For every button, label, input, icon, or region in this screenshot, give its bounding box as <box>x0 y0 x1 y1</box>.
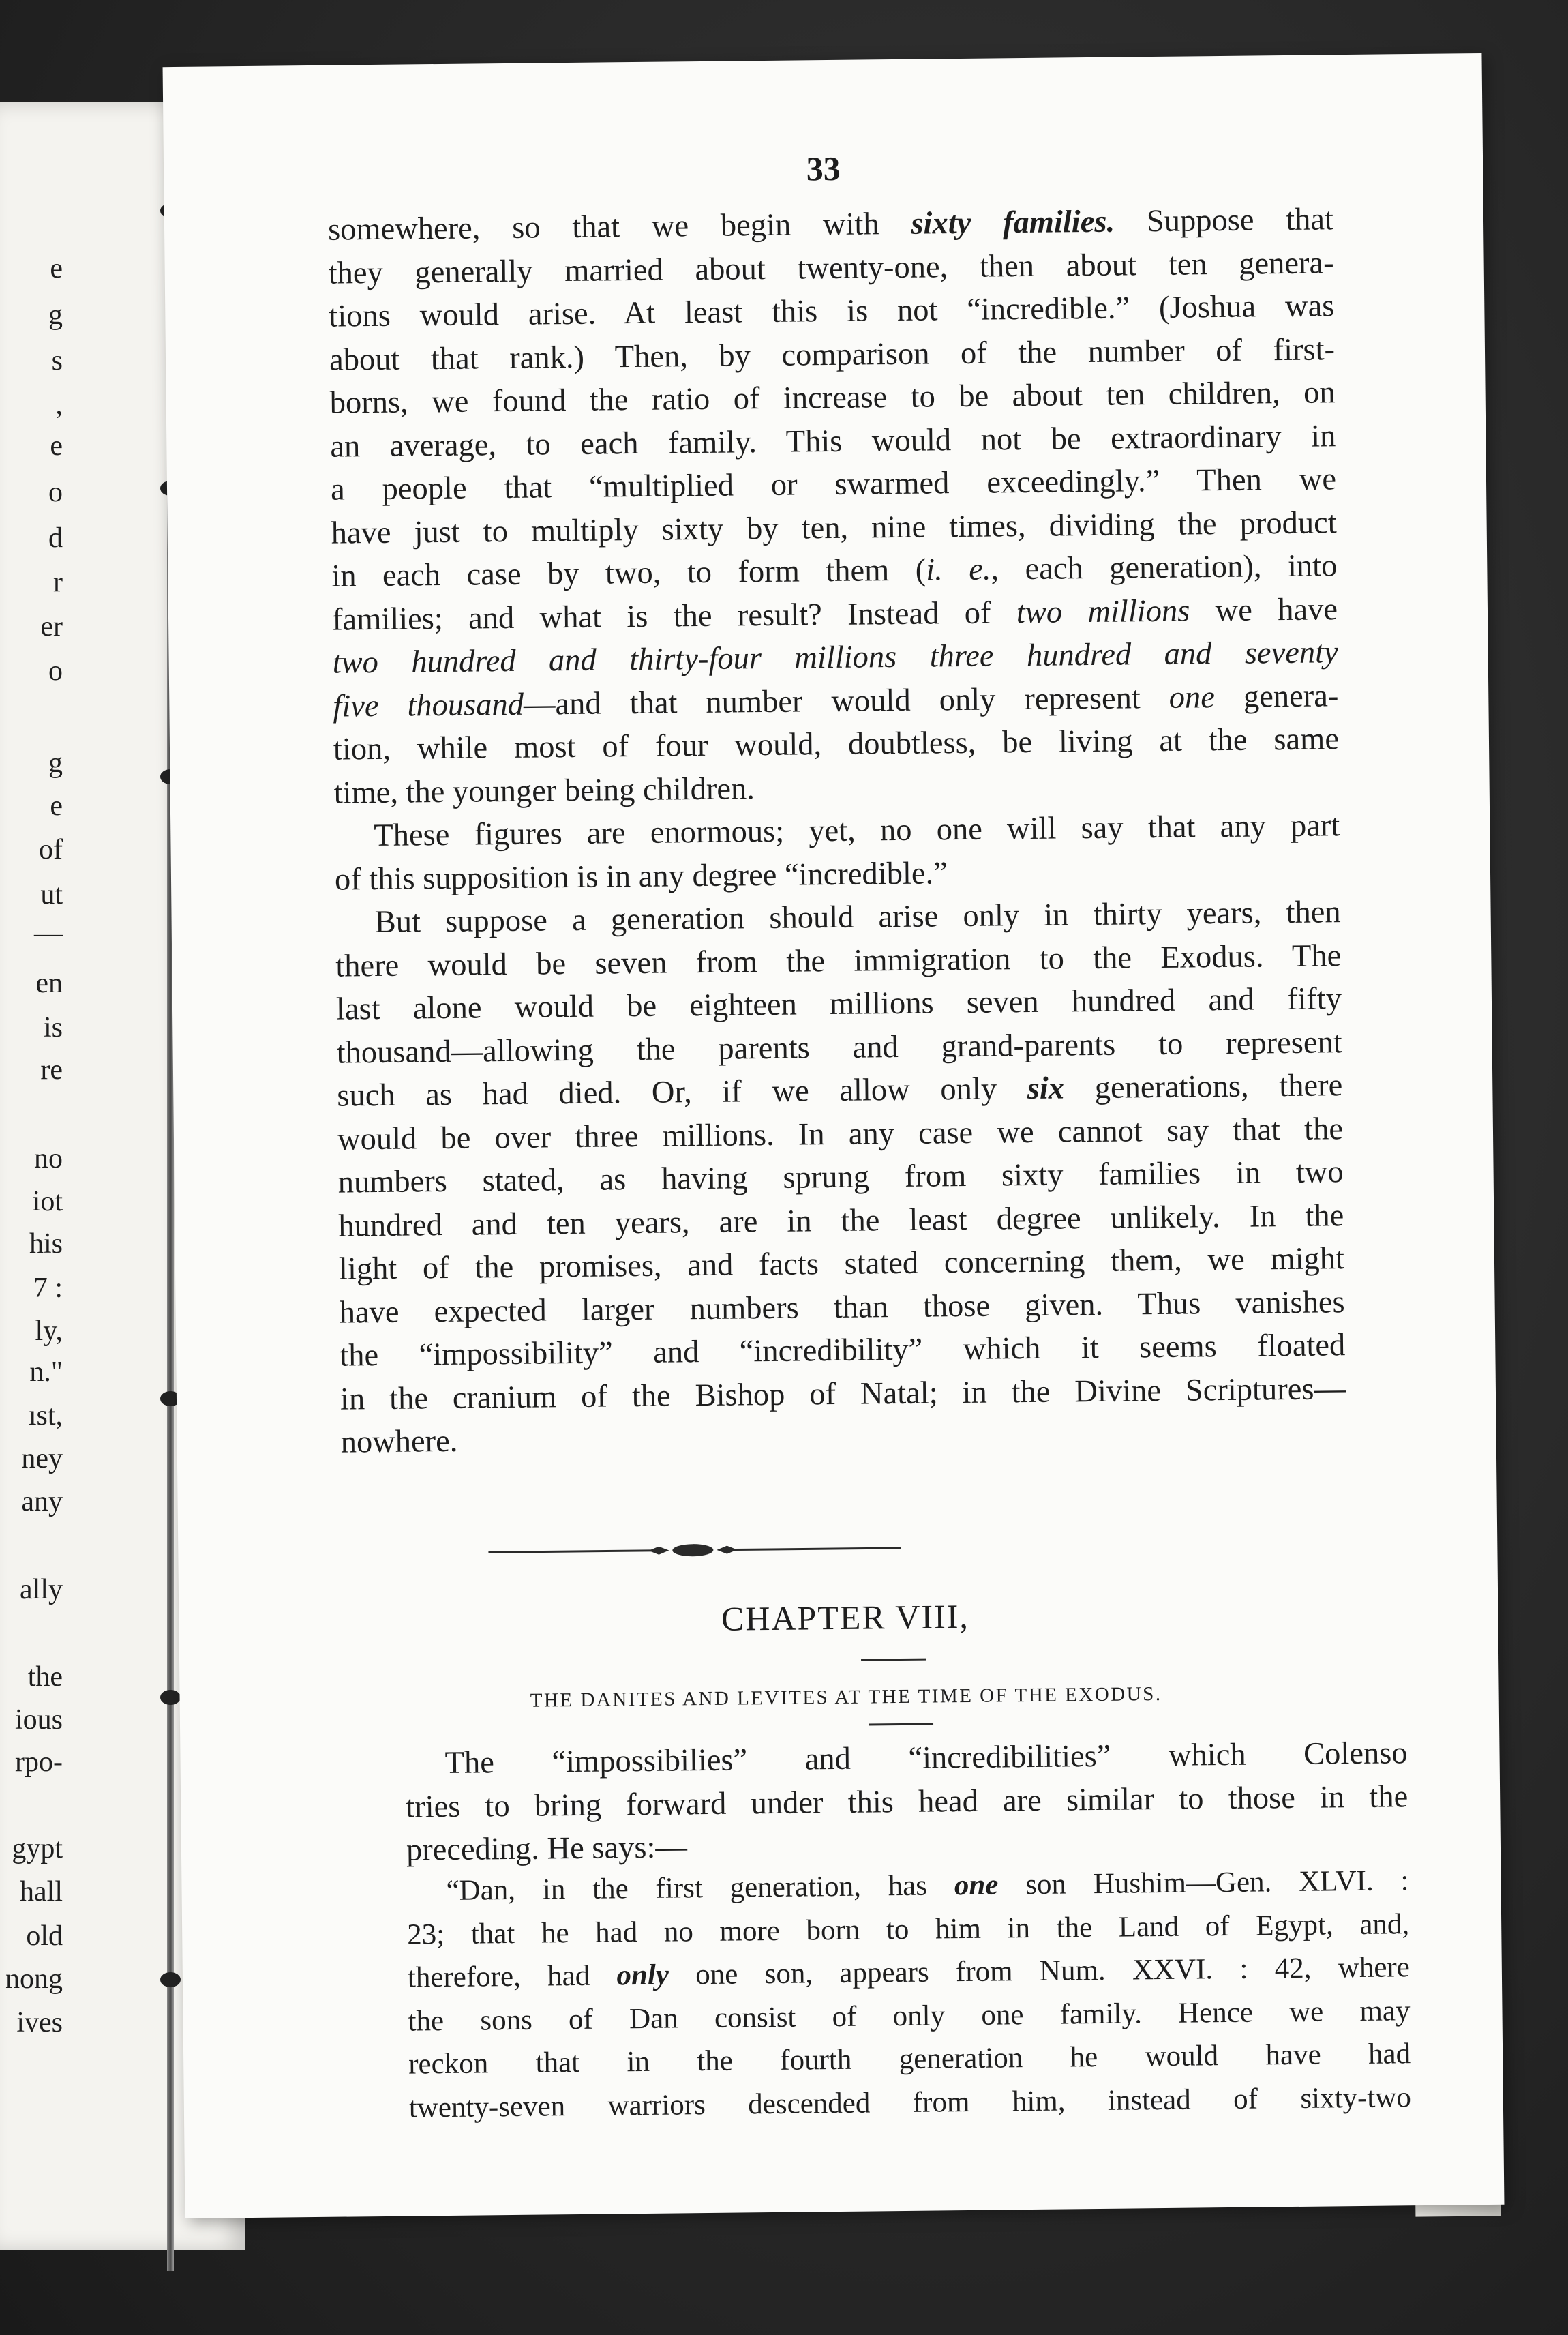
emphasized-text: i. e. <box>925 552 991 588</box>
left-page-fragment: any <box>21 1486 63 1517</box>
page-number: 33 <box>806 149 841 188</box>
text-segment: numbers stated, as having sprung from sixty families in two <box>337 1155 1344 1200</box>
left-page-fragment: ut <box>40 879 63 910</box>
main-body-text <box>328 198 1346 1464</box>
left-page-fragment: ious <box>14 1704 63 1736</box>
left-page-fragment: ney <box>21 1443 63 1474</box>
text-segment: an average, to each family. This would not be extraordinary in <box>330 418 1336 464</box>
text-segment: a people that “multiplied or swarmed exceedingly.” Then we <box>330 462 1337 507</box>
left-page-fragment: old <box>26 1920 63 1952</box>
text-segment: genera- <box>1214 678 1339 715</box>
text-segment: twenty-seven warriors descended from him, instead of sixty-two <box>408 2081 1412 2124</box>
left-page-fragment: o <box>48 477 63 508</box>
left-page-fragment: s <box>51 345 63 376</box>
left-page-fragment: ives <box>16 2007 63 2038</box>
text-segment: the sons of Dan consist of only one family. Hence we may <box>408 1994 1411 2038</box>
left-page-fragment: no <box>34 1143 63 1174</box>
chapter-subtitle: THE DANITES AND LEVITES AT THE TIME OF THE EXODUS. <box>530 1682 1162 1712</box>
chapter-title-rule <box>861 1659 926 1661</box>
emphasized-text: six <box>1027 1071 1065 1107</box>
right-page <box>163 53 1505 2218</box>
left-page-fragment: o <box>48 655 63 687</box>
left-page-fragment: 7 : <box>33 1273 63 1304</box>
text-segment: the “impossibility” and “incredibility” which it seems floated <box>340 1328 1346 1373</box>
left-page-fragment: en <box>35 968 63 999</box>
left-page-fragment: g <box>48 299 63 331</box>
left-page-fragment: g <box>48 747 63 779</box>
chapter-intro-text <box>405 1731 1408 1872</box>
text-segment: reckon that in the fourth generation he would have had <box>408 2038 1411 2081</box>
text-segment: about that rank.) Then, by comparison of the number of first- <box>329 331 1336 378</box>
text-segment: nowhere. <box>340 1423 458 1460</box>
text-segment: But suppose a generation should arise only in thirty years, then <box>374 895 1341 940</box>
left-page-fragment: his <box>29 1228 63 1260</box>
left-page-fragment: — <box>34 918 63 949</box>
left-page-fragment: rpo- <box>15 1746 63 1778</box>
left-page-fragment: hall <box>20 1876 63 1907</box>
left-page-fragment: re <box>40 1054 63 1086</box>
text-segment: tions would arise. At least this is not “incredible.” (Joshua was <box>329 288 1335 334</box>
text-segment: last alone would be eighteen millions seven hundred and fifty <box>335 981 1342 1027</box>
emphasized-text: sixty families. <box>911 204 1115 241</box>
left-page-fragment: er <box>40 611 63 642</box>
text-segment: have expected larger numbers than those given. Thus vanishes <box>339 1284 1345 1330</box>
left-page-fragment: of <box>39 834 63 865</box>
left-page-fragment: gypt <box>12 1833 63 1864</box>
left-page-fragment: ıst, <box>28 1400 63 1431</box>
text-segment: borns, we found the ratio of increase to be about ten children, on <box>329 375 1336 421</box>
text-segment: 23; that he had no more born to him in the Land of Egypt, and, <box>406 1907 1410 1951</box>
text-segment: hundred and ten years, are in the least degree unlikely. In the <box>338 1198 1344 1244</box>
left-page-fragment: iot <box>32 1186 63 1217</box>
text-segment: generations, there <box>1064 1068 1343 1106</box>
text-segment: thousand—allowing the parents and grand-parents to represent <box>336 1024 1342 1071</box>
left-page-fragment: ally <box>20 1574 63 1605</box>
text-segment: have just to multiply sixty by ten, nine times, dividing the product <box>331 505 1337 551</box>
text-segment: such as had died. Or, if we allow only <box>337 1071 1027 1114</box>
left-page-fragment: ly, <box>35 1315 63 1347</box>
left-page-text-fragments <box>0 102 63 2250</box>
text-segment: preceding. He says:— <box>406 1830 688 1868</box>
text-segment: families; and what is the result? Instead of <box>331 595 1017 638</box>
text-segment: they generally married about twenty-one, then about ten genera- <box>328 245 1334 291</box>
text-segment: one son, appears from Num. XXVI. : 42, where <box>668 1951 1411 1991</box>
text-segment: we have <box>1189 591 1338 628</box>
left-page-fragment: is <box>43 1012 63 1043</box>
left-page-fragment: nong <box>5 1963 63 1995</box>
text-segment: there would be seven from the immigration to the Exodus. The <box>335 938 1342 984</box>
text-segment: Suppose that <box>1114 202 1334 239</box>
text-segment: light of the promises, and facts stated concerning them, we might <box>338 1241 1345 1287</box>
text-segment: tries to bring forward under this head are similar to those in the <box>406 1779 1408 1825</box>
section-divider-ornament <box>488 1538 901 1562</box>
text-segment: The “impossibilies” and “incredibilities” which Colenso <box>444 1736 1408 1781</box>
emphasized-text: two hundred and thirty-four millions three hundred and seventy <box>332 635 1338 681</box>
text-segment: time, the younger being children. <box>333 771 755 811</box>
text-segment: tion, while most of four would, doubtless, be living at the same <box>333 722 1340 767</box>
emphasized-text: five thousand <box>333 687 524 724</box>
emphasized-text: only <box>616 1959 669 1992</box>
left-page-fragment: the <box>27 1661 63 1693</box>
text-segment: in the cranium of the Bishop of Natal; in the Divine Scriptures— <box>340 1371 1346 1417</box>
quoted-passage <box>406 1861 1411 2131</box>
chapter-subtitle-rule <box>869 1723 933 1726</box>
text-segment: , each generation), into <box>991 548 1338 587</box>
chapter-title: CHAPTER VIII, <box>721 1596 970 1638</box>
text-segment: would be over three millions. In any case we cannot say that the <box>337 1111 1344 1157</box>
left-page-fragment: e <box>50 790 63 822</box>
emphasized-text: one <box>954 1869 999 1902</box>
left-page-fragment: d <box>48 522 63 554</box>
left-page-fragment: r <box>53 567 63 598</box>
text-segment: of this supposition is in any degree “incredible.” <box>334 855 948 897</box>
text-segment: somewhere, so that we begin with <box>327 206 911 248</box>
binding-stitch <box>160 1690 181 1705</box>
text-segment: “Dan, in the first generation, has <box>446 1869 955 1907</box>
emphasized-text: one <box>1169 679 1216 715</box>
text-segment: son Hushim—Gen. XLVI. : <box>998 1864 1409 1901</box>
text-segment: in each case by two, to form them ( <box>331 552 926 594</box>
text-segment: therefore, had <box>407 1959 617 1994</box>
left-page-fragment: n." <box>29 1356 63 1388</box>
text-segment: These figures are enormous; yet, no one will say that any part <box>374 808 1340 854</box>
left-page-fragment: e <box>50 430 63 462</box>
text-segment: —and that number would only represent <box>523 680 1170 722</box>
left-page-fragment: , <box>55 389 63 421</box>
left-page-fragment: e <box>50 253 63 284</box>
binding-stitch <box>160 1972 181 1987</box>
emphasized-text: two millions <box>1016 593 1190 630</box>
